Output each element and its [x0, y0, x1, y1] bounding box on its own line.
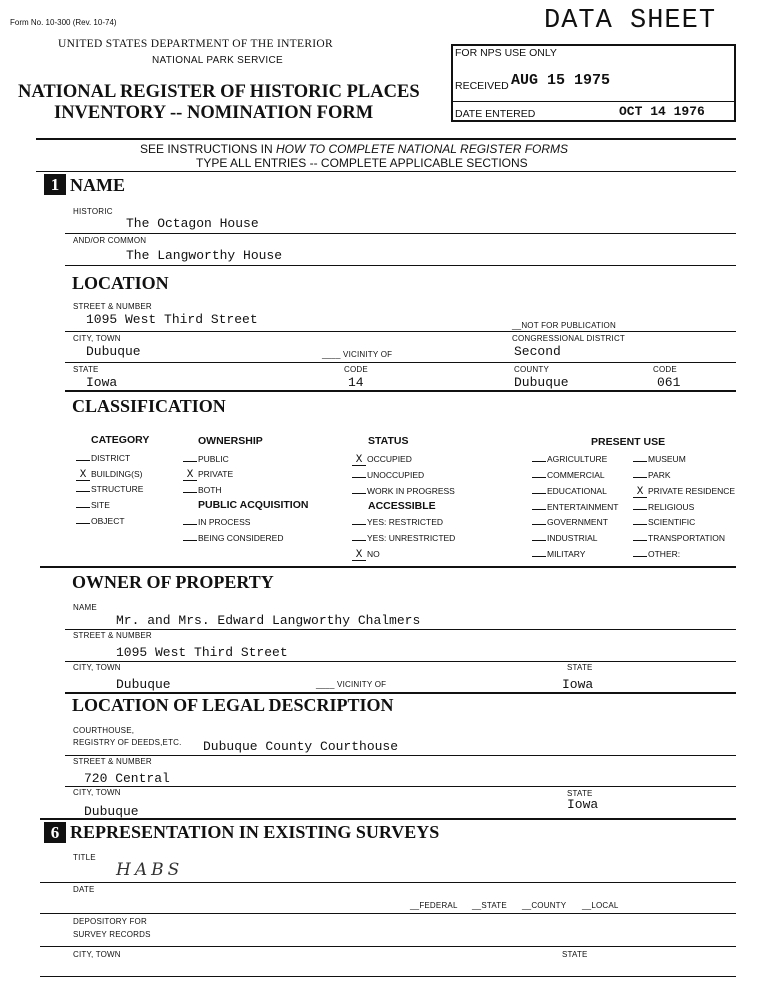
legal-city-label: CITY, TOWN: [73, 788, 121, 797]
form-title-line2: INVENTORY -- NOMINATION FORM: [54, 103, 374, 123]
owner-city-value: Dubuque: [116, 677, 171, 692]
received-label: RECEIVED: [455, 80, 509, 92]
status-occupied-checkbox[interactable]: X OCCUPIED: [352, 454, 412, 466]
category-district-checkbox[interactable]: DISTRICT: [76, 453, 130, 463]
use-industrial-checkbox[interactable]: INDUSTRIAL: [532, 533, 598, 543]
section-number-6: 6: [44, 822, 66, 843]
service-name: NATIONAL PARK SERVICE: [152, 55, 283, 66]
access-unrestricted-checkbox[interactable]: YES: UNRESTRICTED: [352, 533, 455, 543]
acquisition-in-process-checkbox[interactable]: IN PROCESS: [183, 517, 250, 527]
district-value: Second: [514, 344, 561, 359]
legal-street-label: STREET & NUMBER: [73, 757, 152, 766]
use-military-checkbox[interactable]: MILITARY: [532, 549, 585, 559]
use-transportation-checkbox[interactable]: TRANSPORTATION: [633, 533, 725, 543]
section-title-legal: LOCATION OF LEGAL DESCRIPTION: [72, 695, 394, 715]
ownership-public-checkbox[interactable]: PUBLIC: [183, 454, 229, 464]
nps-use-box: [451, 44, 736, 122]
survey-city-label: CITY, TOWN: [73, 950, 121, 959]
county-code-value: 061: [657, 375, 681, 390]
use-park-checkbox[interactable]: PARK: [633, 470, 671, 480]
county-code-label: CODE: [653, 365, 677, 374]
survey-title-label: TITLE: [73, 853, 96, 862]
location-street-value: 1095 West Third Street: [86, 312, 258, 327]
state-code-label: CODE: [344, 365, 368, 374]
category-heading: CATEGORY: [91, 434, 150, 446]
agency-name: UNITED STATES DEPARTMENT OF THE INTERIOR: [58, 38, 334, 50]
survey-state-label: STATE: [562, 950, 588, 959]
survey-local-checkbox[interactable]: __LOCAL: [582, 901, 619, 910]
use-entertainment-checkbox[interactable]: ENTERTAINMENT: [532, 502, 618, 512]
status-heading: STATUS: [368, 435, 409, 447]
category-site-checkbox[interactable]: SITE: [76, 500, 110, 510]
use-agriculture-checkbox[interactable]: AGRICULTURE: [532, 454, 607, 464]
use-educational-checkbox[interactable]: EDUCATIONAL: [532, 486, 607, 496]
district-label: CONGRESSIONAL DISTRICT: [512, 334, 626, 343]
access-no-checkbox[interactable]: X NO: [352, 549, 380, 561]
historic-label: HISTORIC: [73, 207, 113, 216]
courthouse-label-line1: COURTHOUSE,: [73, 726, 135, 735]
use-other-checkbox[interactable]: OTHER:: [633, 549, 680, 559]
date-entered-value: OCT 14 1976: [619, 104, 705, 119]
category-structure-checkbox[interactable]: STRUCTURE: [76, 484, 143, 494]
location-city-value: Dubuque: [86, 344, 141, 359]
section-title-surveys: REPRESENTATION IN EXISTING SURVEYS: [70, 822, 440, 842]
public-acquisition-heading: PUBLIC ACQUISITION: [198, 499, 309, 511]
ownership-private-checkbox[interactable]: X PRIVATE: [183, 469, 233, 481]
location-city-label: CITY, TOWN: [73, 334, 121, 343]
section-title-classification: CLASSIFICATION: [72, 396, 226, 416]
legal-state-label: STATE: [567, 789, 593, 798]
depository-label-line2: SURVEY RECORDS: [73, 930, 151, 939]
section-title-name: NAME: [70, 175, 125, 195]
accessible-heading: ACCESSIBLE: [368, 500, 436, 512]
access-restricted-checkbox[interactable]: YES: RESTRICTED: [352, 517, 443, 527]
owner-vicinity-checkbox[interactable]: ____ VICINITY OF: [316, 680, 387, 689]
state-code-value: 14: [348, 375, 364, 390]
use-religious-checkbox[interactable]: RELIGIOUS: [633, 502, 694, 512]
survey-state-checkbox[interactable]: __STATE: [472, 901, 507, 910]
section-title-location: LOCATION: [72, 273, 169, 293]
historic-name-value: The Octagon House: [126, 216, 259, 231]
use-government-checkbox[interactable]: GOVERNMENT: [532, 517, 608, 527]
location-state-label: STATE: [73, 365, 99, 374]
data-sheet-stamp: DATA SHEET: [544, 6, 717, 36]
instructions-line2: TYPE ALL ENTRIES -- COMPLETE APPLICABLE SECTIONS: [196, 156, 528, 170]
county-label: COUNTY: [514, 365, 549, 374]
ownership-both-checkbox[interactable]: BOTH: [183, 485, 222, 495]
owner-street-label: STREET & NUMBER: [73, 631, 152, 640]
survey-federal-checkbox[interactable]: __FEDERAL: [410, 901, 458, 910]
status-unoccupied-checkbox[interactable]: UNOCCUPIED: [352, 470, 424, 480]
instructions-line1: SEE INSTRUCTIONS IN HOW TO COMPLETE NATIONAL REGISTER FORMS: [140, 142, 569, 156]
location-vicinity-checkbox[interactable]: ____ VICINITY OF: [322, 350, 393, 359]
owner-city-label: CITY, TOWN: [73, 663, 121, 672]
owner-street-value: 1095 West Third Street: [116, 645, 288, 660]
courthouse-label-line2: REGISTRY OF DEEDS,ETC.: [73, 738, 182, 747]
present-use-heading: PRESENT USE: [591, 436, 666, 448]
common-name-value: The Langworthy House: [126, 248, 283, 263]
category-buildings-checkbox[interactable]: X BUILDING(S): [76, 469, 142, 481]
form-number: Form No. 10-300 (Rev. 10-74): [10, 18, 117, 27]
section-title-owner: OWNER OF PROPERTY: [72, 572, 274, 592]
not-for-publication-checkbox[interactable]: __NOT FOR PUBLICATION: [512, 321, 616, 330]
use-private-residence-checkbox[interactable]: X PRIVATE RESIDENCE: [633, 486, 735, 498]
category-object-checkbox[interactable]: OBJECT: [76, 516, 125, 526]
acquisition-being-considered-checkbox[interactable]: BEING CONSIDERED: [183, 533, 284, 543]
owner-state-label: STATE: [567, 663, 593, 672]
survey-date-label: DATE: [73, 885, 95, 894]
use-commercial-checkbox[interactable]: COMMERCIAL: [532, 470, 605, 480]
legal-street-value: 720 Central: [84, 771, 170, 786]
ownership-heading: OWNERSHIP: [198, 435, 263, 447]
owner-state-value: Iowa: [562, 677, 594, 692]
survey-county-checkbox[interactable]: __COUNTY: [522, 901, 567, 910]
received-date: AUG 15 1975: [511, 72, 611, 89]
location-street-label: STREET & NUMBER: [73, 302, 152, 311]
form-title-line1: NATIONAL REGISTER OF HISTORIC PLACES: [18, 82, 420, 102]
owner-name-label: NAME: [73, 603, 97, 612]
location-state-value: Iowa: [86, 375, 118, 390]
legal-state-value: Iowa: [567, 797, 599, 812]
common-name-label: AND/OR COMMON: [73, 236, 147, 245]
courthouse-value: Dubuque County Courthouse: [203, 739, 399, 754]
depository-label-line1: DEPOSITORY FOR: [73, 917, 147, 926]
section-number-1: 1: [44, 174, 66, 195]
nps-box-heading: FOR NPS USE ONLY: [455, 47, 557, 59]
owner-name-value: Mr. and Mrs. Edward Langworthy Chalmers: [116, 613, 421, 628]
use-scientific-checkbox[interactable]: SCIENTIFIC: [633, 517, 695, 527]
legal-city-value: Dubuque: [84, 804, 139, 819]
status-work-in-progress-checkbox[interactable]: WORK IN PROGRESS: [352, 486, 455, 496]
date-entered-label: DATE ENTERED: [455, 108, 536, 120]
county-value: Dubuque: [514, 375, 569, 390]
use-museum-checkbox[interactable]: MUSEUM: [633, 454, 686, 464]
survey-title-value: HABS: [116, 860, 184, 880]
